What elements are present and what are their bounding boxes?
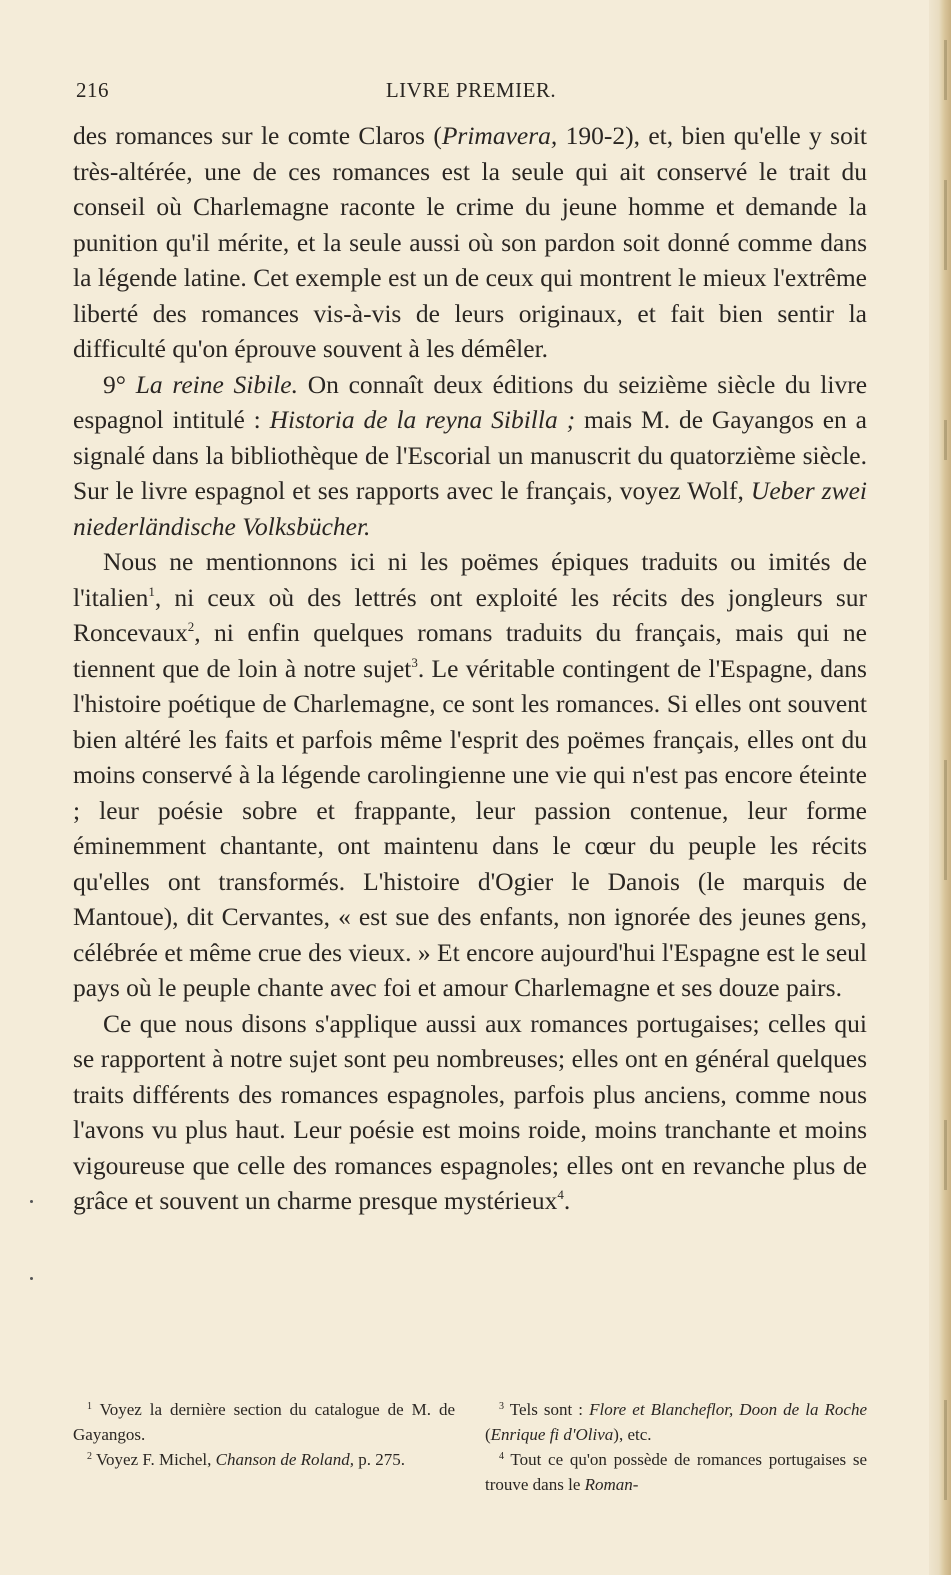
footnote-2: $^2$ Voyez F. Michel, Chanson de Roland, p. 275.: [87, 1450, 405, 1469]
margin-mark: [30, 1277, 33, 1280]
footnote-3: $^3$ Tels sont : Flore et Blancheflor, Doon de la Roche (Enrique fi d'Oliva), etc.: [485, 1400, 867, 1444]
page-edge-shadow: [929, 0, 951, 1575]
paragraph-1: des romances sur le comte Claros (Primavera, 190-2), et, bien qu'elle y soit très-altérée, une de ces romances est la seule qui ait conservé le trait du conseil où Charlemagne raconte le crime du jeune homme et demande la punition qu'il mérite, et la seule aussi où son pardon soit donné comme dans la légende latine. Cet exemple est un de ceux qui montrent le mieux l'extrême liberté des romances vis-à-vis de leurs originaux, et fait bien sentir la difficulté qu'on éprouve souvent à les démêler.: [73, 121, 867, 363]
footnote-ref: 4: [557, 1187, 564, 1202]
page-number: 216: [76, 78, 109, 102]
paragraph-3: Nous ne mentionnons ici ni les poëmes épiques traduits ou imités de l'italien$^1$, ni ceux où des lettrés ont exploité les récits des jongleurs sur Roncevaux$^2$, ni enfin quelques romans traduits du français, mais qui ne tiennent que de loin à notre sujet$^3$. Le véritable contingent de l'Espagne, dans l'histoire poétique de Charlemagne, ce sont les romances. Si elles ont souvent bien altéré les faits et parfois même l'esprit des poëmes français, elles ont du moins conservé à la légende carolingienne une vie qui n'est pas encore éteinte ; leur poésie sobre et frappante, leur passion contenue, leur forme éminemment chantante, ont maintenu dans le cœur du peuple les récits qu'elles ont transformés. L'histoire d'Ogier le Danois (le marquis de Mantoue), dit Cervantes, « est sue des enfants, non ignorée des jeunes gens, célébrée et même crue des vieux. » Et encore aujourd'hui l'Espagne est le seul pays où le peuple chante avec foi et amour Charlemagne et ses douze pairs.: [73, 547, 867, 1002]
body-text: [73, 118, 867, 1219]
paragraph-2: 9° La reine Sibile. On connaît deux éditions du seizième siècle du livre espagnol intitulé : Historia de la reyna Sibilla ; mais M. de Gayangos en a signalé dans la bibliothèque de l'Escorial un manuscrit du quatorzième siècle. Sur le livre espagnol et ses rapports avec le français, voyez Wolf, Ueber zwei niederländische Volksbücher.: [73, 369, 868, 541]
footnote-ref: 2: [187, 619, 195, 634]
footnote-1: $^1$ Voyez la dernière section du catalogue de M. de Gayangos.: [73, 1400, 455, 1444]
footnote-ref: 1: [148, 583, 155, 599]
footnotes-left-column: [73, 1397, 455, 1497]
footnote-4: $^4$ Tout ce qu'on possède de romances portugaises se trouve dans le Roman-: [485, 1450, 867, 1494]
paragraph-4: Ce que nous disons s'applique aussi aux romances portugaises; celles qui se rapportent à notre sujet sont peu nombreuses; elles ont en général quelques traits différents des romances espagnoles, parfois plus anciens, comme nous l'avons vu plus haut. Leur poésie est moins roide, moins tranchante et moins vigoureuse que celle des romances espagnoles; elles ont en revanche plus de grâce et souvent un charme presque mystérieux$^4$.: [73, 1008, 867, 1215]
footnotes: [73, 1397, 867, 1497]
running-title: LIVRE PREMIER.: [385, 78, 557, 102]
footnotes-right-column: [485, 1397, 867, 1497]
footnote-ref: 3: [411, 654, 418, 670]
page-header: [76, 78, 866, 108]
margin-mark: [30, 1200, 33, 1203]
